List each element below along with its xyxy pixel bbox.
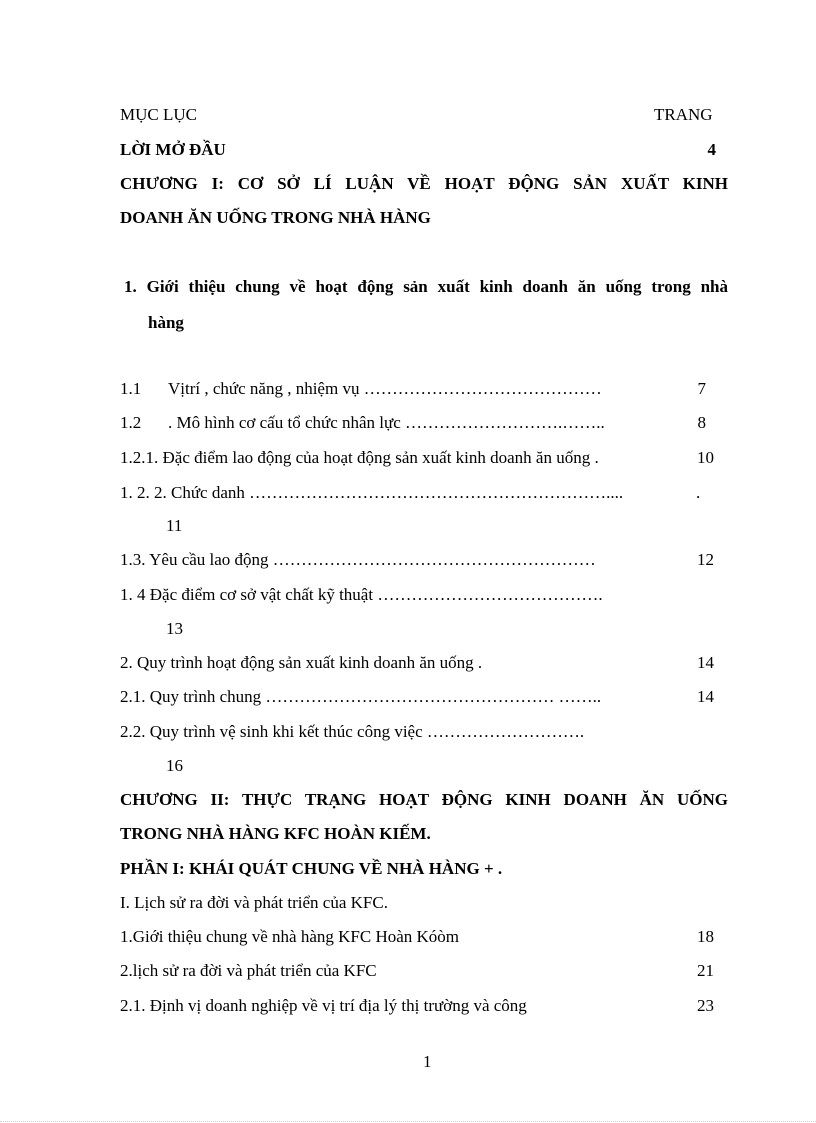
toc-entry-number: 1.1 (120, 379, 142, 398)
toc-entry-page: 8 (697, 413, 706, 432)
toc-entry-text: I. Lịch sử ra đời và phát triển của KFC. (120, 893, 388, 912)
toc-entry-text: 1.2.1. Đặc điểm lao động của hoạt động sản xuất kinh doanh ăn uống . (120, 448, 599, 467)
toc-entry-page: 7 (697, 379, 706, 398)
toc-entry-page: 13 (166, 619, 183, 638)
toc-entry-text: 2.1. Quy trình chung …………………………………………… …….. (120, 687, 602, 706)
toc-entry-text: 1. 2. 2. Chức danh ……………………………………………………….... (120, 483, 624, 502)
toc-entry-text: 2.lịch sử ra đời và phát triển của KFC (120, 961, 377, 980)
toc-entry-page: 14 (697, 687, 714, 706)
toc-intro-page: 4 (707, 140, 716, 159)
toc-entry-text: 1.3. Yêu cầu lao động ………………………………………………… (120, 550, 596, 569)
toc-entry-number: 1.2 (120, 413, 142, 432)
toc-entry-trailing-dot: . (696, 483, 701, 502)
toc-entry-page: 12 (697, 550, 714, 569)
toc-title: MỤC LỤC (120, 105, 197, 124)
chapter-2-heading-cont: TRONG NHÀ HÀNG KFC HOÀN KIẾM. (120, 824, 431, 843)
toc-entry-page: 21 (697, 961, 714, 980)
toc-entry-page: 18 (697, 927, 714, 946)
toc-intro: LỜI MỞ ĐẦU (120, 140, 226, 159)
toc-entry-text: Vịtrí , chức năng , nhiệm vụ …………………………………… (168, 379, 602, 398)
toc-entry-page: 23 (697, 996, 714, 1015)
toc-entry-page: 14 (697, 653, 714, 672)
page-number: 1 (423, 1052, 432, 1071)
toc-entry-text: 1.Giới thiệu chung về nhà hàng KFC Hoàn Kóòm (120, 927, 460, 946)
page-bottom-divider (0, 1121, 816, 1122)
chapter-1-heading-cont: DOANH ĂN UỐNG TRONG NHÀ HÀNG (120, 208, 431, 227)
toc-entry-text: 2.1. Định vị doanh nghiệp về vị trí địa lý thị trường và công (120, 996, 527, 1015)
toc-entry-text: 2. Quy trình hoạt động sản xuất kinh doanh ăn uống . (120, 653, 483, 672)
section-1-heading-cont: hàng (148, 313, 184, 332)
part-1-heading: PHẦN I: KHÁI QUÁT CHUNG VỀ NHÀ HÀNG + . (120, 859, 503, 878)
section-1-heading: 1. Giới thiệu chung về hoạt động sản xuất kinh doanh ăn uống trong nhà (124, 277, 728, 296)
toc-entry-text: 2.2. Quy trình vệ sinh khi kết thúc công việc ………………………. (120, 722, 585, 741)
toc-entry-text: . Mô hình cơ cấu tổ chức nhân lực ……………………….…….. (168, 413, 605, 432)
chapter-1-heading: CHƯƠNG I: CƠ SỞ LÍ LUẬN VỀ HOẠT ĐỘNG SẢN XUẤT KINH (120, 174, 728, 193)
chapter-2-heading: CHƯƠNG II: THỰC TRẠNG HOẠT ĐỘNG KINH DOANH ĂN UỐNG (120, 790, 728, 809)
toc-entry-page: 11 (166, 516, 183, 535)
toc-entry-page: 16 (166, 756, 183, 775)
page-column-header: TRANG (654, 105, 713, 124)
toc-entry-text: 1. 4 Đặc điểm cơ sở vật chất kỹ thuật …………………………………. (120, 585, 603, 604)
toc-entry-page: 10 (697, 448, 714, 467)
